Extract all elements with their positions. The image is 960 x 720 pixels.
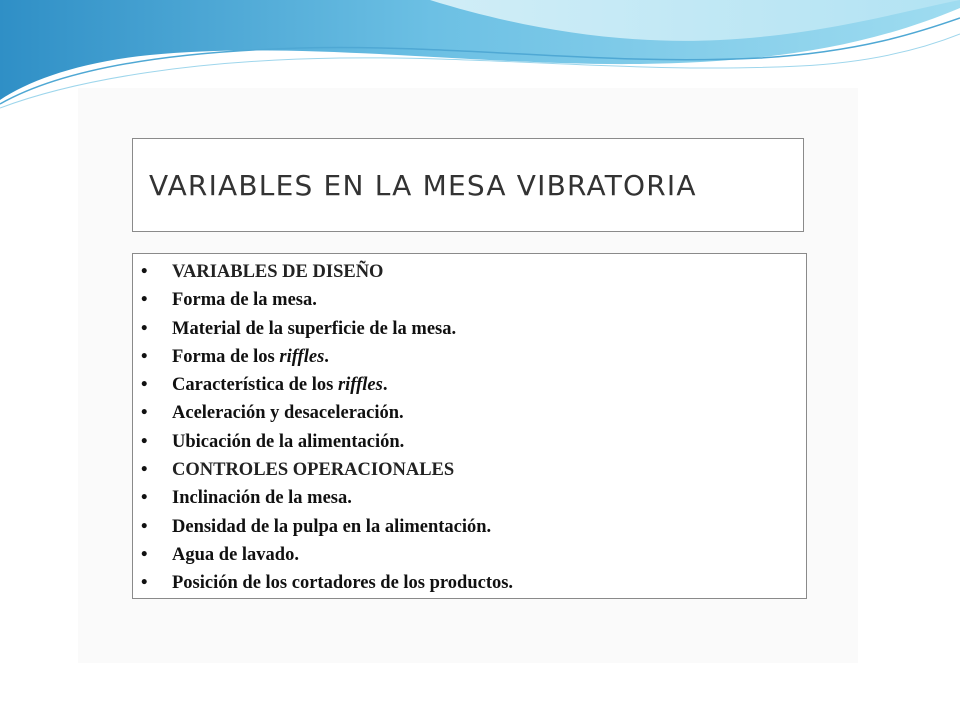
list-item-text	[172, 343, 329, 371]
variables-list-box	[132, 253, 807, 599]
bullet-icon: •	[141, 375, 148, 396]
list-item-text	[172, 399, 404, 427]
list-item-label: Forma de la mesa.	[172, 290, 317, 311]
list-section-heading	[141, 258, 513, 286]
list-item	[141, 428, 513, 456]
list-item	[141, 399, 513, 427]
list-item-text	[172, 456, 454, 484]
list-item	[141, 371, 513, 399]
list-item	[141, 513, 513, 541]
slide-title: VARIABLES EN LA MESA VIBRATORIA	[149, 168, 697, 202]
list-item-text	[172, 484, 352, 512]
list-item-label: CONTROLES OPERACIONALES	[172, 460, 455, 481]
list-item-text	[172, 428, 404, 456]
list-item-text	[172, 541, 299, 569]
list-item-label: Ubicación de la alimentación.	[172, 431, 405, 452]
list-item-label: Característica de los	[172, 375, 338, 396]
list-item-text	[172, 371, 387, 399]
bullet-icon: •	[141, 346, 148, 367]
list-item-text	[172, 286, 317, 314]
list-item-label: Material de la superficie de la mesa.	[172, 318, 457, 339]
bullet-icon: •	[141, 290, 148, 311]
list-item-label: VARIABLES DE DISEÑO	[172, 262, 384, 282]
list-item	[141, 541, 513, 569]
list-item-text	[172, 258, 383, 286]
bullet-icon: •	[141, 488, 148, 509]
list-item-label: Forma de los	[172, 346, 280, 367]
list-item-label: Posición de los cortadores de los productos.	[172, 573, 514, 594]
list-item-italic-term: riffles	[337, 375, 383, 396]
list-item-text	[172, 513, 491, 541]
list-item-suffix: .	[324, 346, 329, 367]
list-section-heading	[141, 456, 513, 484]
title-box	[132, 138, 804, 232]
bullet-icon: •	[141, 460, 148, 481]
bullet-icon: •	[141, 516, 148, 537]
list-item-label: Inclinación de la mesa.	[172, 488, 352, 509]
list-item-italic-term: riffles	[279, 346, 325, 367]
bullet-icon: •	[141, 318, 148, 339]
bullet-icon: •	[141, 262, 148, 282]
list-item-text	[172, 315, 456, 343]
list-item-label: Aceleración y desaceleración.	[172, 403, 404, 424]
list-item-label: Densidad de la pulpa en la alimentación.	[172, 516, 492, 537]
variables-list	[141, 258, 513, 598]
list-item	[141, 286, 513, 314]
bullet-icon: •	[141, 431, 148, 452]
list-item-text	[172, 569, 513, 597]
list-item-label: Agua de lavado.	[172, 544, 299, 565]
list-item	[141, 315, 513, 343]
list-item	[141, 343, 513, 371]
list-item	[141, 484, 513, 512]
bullet-icon: •	[141, 573, 148, 594]
bullet-icon: •	[141, 544, 148, 565]
list-item	[141, 569, 513, 597]
list-item-suffix: .	[382, 375, 388, 396]
bullet-icon: •	[141, 403, 148, 424]
